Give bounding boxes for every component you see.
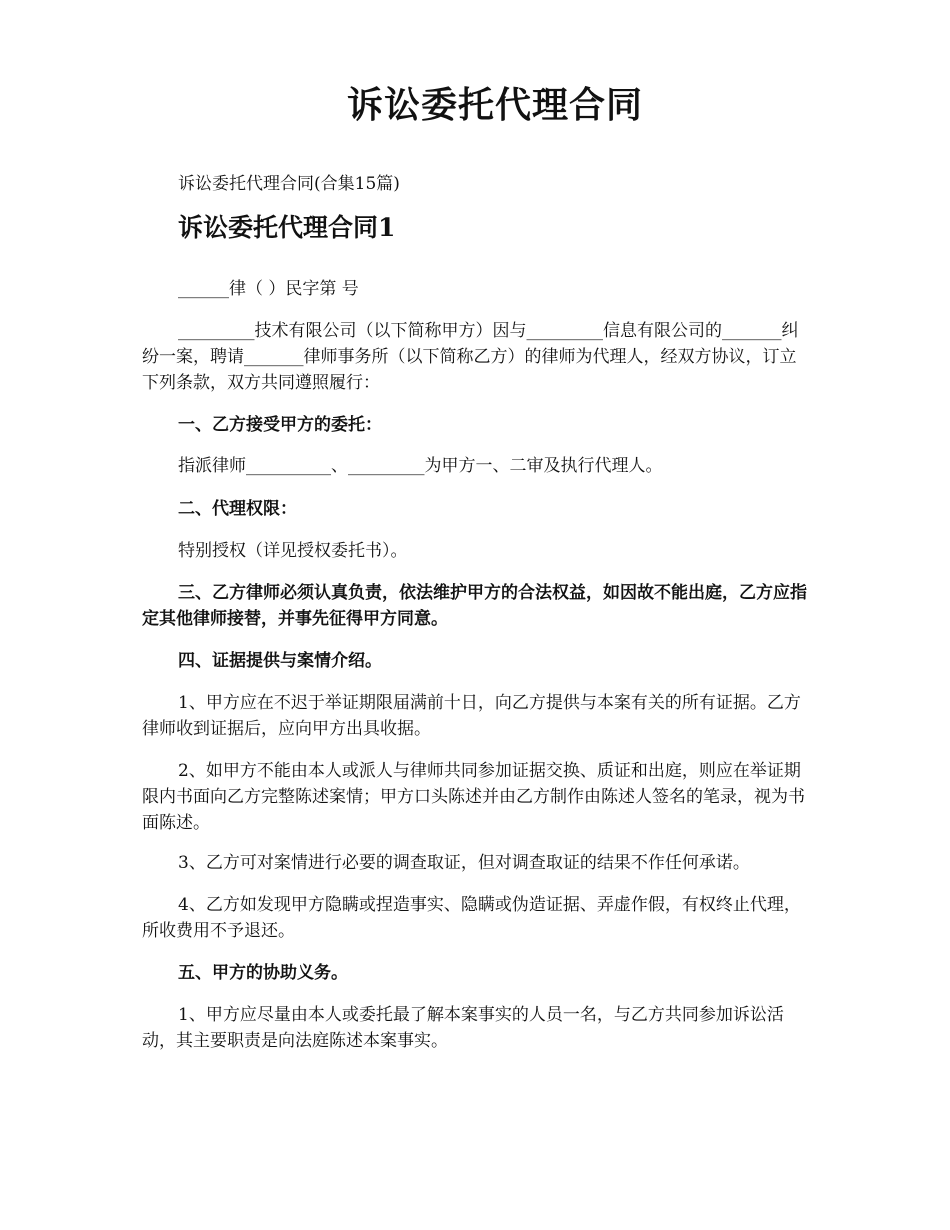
clause-4-item-4: 4、乙方如发现甲方隐瞒或捏造事实、隐瞒或伪造证据、弄虚作假，有权终止代理，所收费用不予退还。 xyxy=(142,895,801,941)
clause-heading-2: 二、代理权限： xyxy=(178,499,297,519)
intro-paragraph: _________技术有限公司（以下简称甲方）因与_________信息有限公司的_______纠纷一案，聘请_______律师事务所（以下简称乙方）的律师为代理人，经双方协议，订立下列条款，双方共同遵照履行： xyxy=(142,321,799,393)
clause-4-item-2: 2、如甲方不能由本人或派人与律师共同参加证据交换、质证和出庭，则应在举证期限内书面向乙方完整陈述案情；甲方口头陈述并由乙方制作由陈述人签名的笔录，视为书面陈述。 xyxy=(142,761,805,833)
clause-4-item-1: 1、甲方应在不迟于举证期限届满前十日，向乙方提供与本案有关的所有证据。乙方律师收到证据后，应向甲方出具收据。 xyxy=(142,693,801,739)
document-title: 诉讼委托代理合同 xyxy=(346,84,643,126)
clause-4-item-3: 3、乙方可对案情进行必要的调查取证，但对调查取证的结果不作任何承诺。 xyxy=(178,853,750,873)
clause-heading-4: 四、证据提供与案情介绍。 xyxy=(178,651,382,671)
collection-note: 诉讼委托代理合同(合集15篇) xyxy=(178,174,400,194)
clause-heading-5: 五、甲方的协助义务。 xyxy=(178,963,348,983)
clause-2-text: 特别授权（详见授权委托书）。 xyxy=(178,541,408,561)
case-number-line: ______律（ ）民字第 号 xyxy=(178,279,359,299)
clause-3-text: 三、乙方律师必须认真负责，依法维护甲方的合法权益，如因故不能出庭，乙方应指定其他律师接替，并事先征得甲方同意。 xyxy=(142,583,807,629)
clause-1-text: 指派律师__________、_________为甲方一、二审及执行代理人。 xyxy=(178,456,663,476)
clause-5-item-1: 1、甲方应尽量由本人或委托最了解本案事实的人员一名，与乙方共同参加诉讼活动，其主要职责是向法庭陈述本案事实。 xyxy=(142,1005,784,1051)
clause-heading-1: 一、乙方接受甲方的委托： xyxy=(178,415,382,435)
section-title: 诉讼委托代理合同1 xyxy=(178,213,396,242)
